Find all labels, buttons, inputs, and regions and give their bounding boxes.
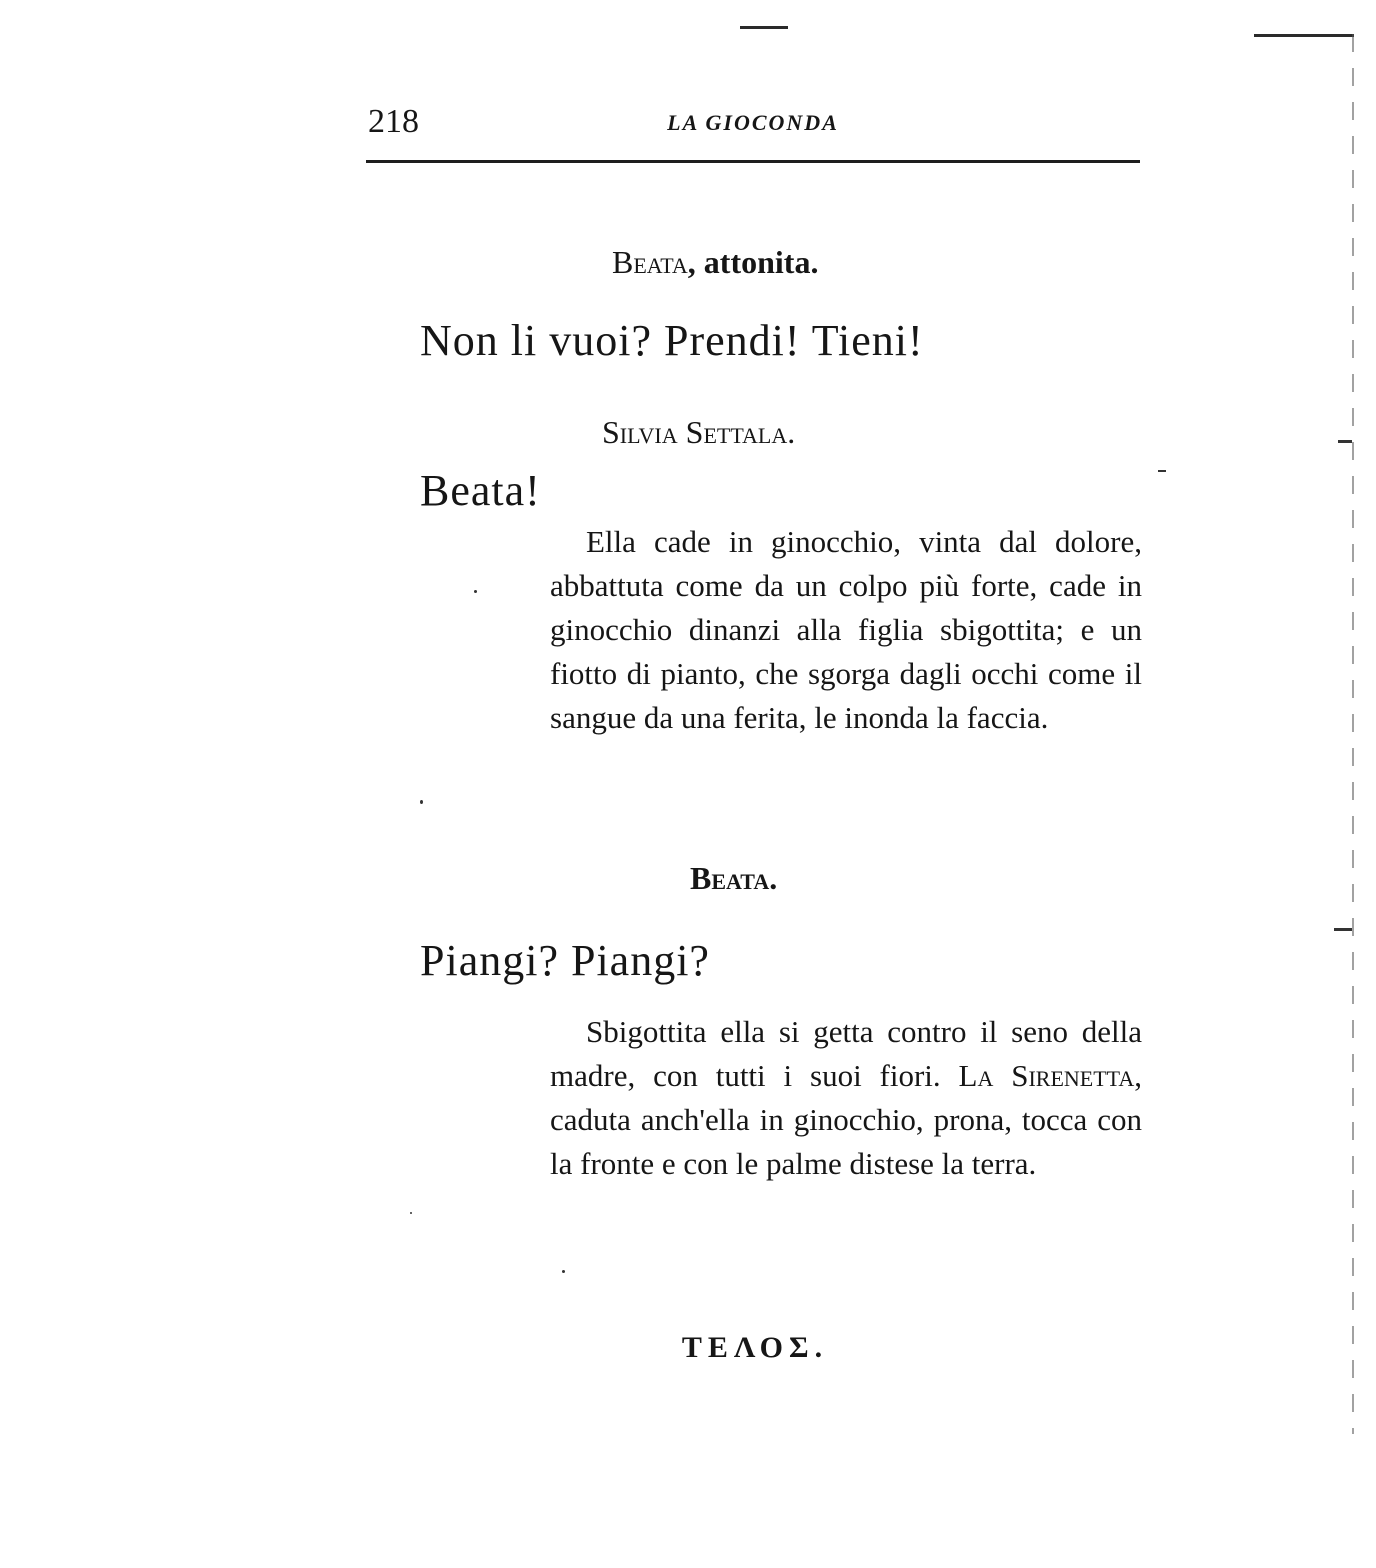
- scan-speck: [420, 800, 423, 804]
- running-title: LA GIOCONDA: [667, 110, 839, 135]
- stage-direction-part: , caduta anch'ella in ginocchio, prona, tocca con la fronte e con le palme distese la terra.: [550, 1058, 1142, 1181]
- spoken-line: Beata!: [420, 466, 541, 515]
- finis-mark: ΤΕΛΟΣ.: [681, 1331, 829, 1364]
- scan-speck: [410, 1212, 412, 1214]
- character-name: La Sirenetta: [958, 1058, 1135, 1093]
- scan-speck: [562, 1270, 565, 1273]
- speaker-direction: , attonita.: [687, 244, 819, 280]
- stage-direction-text: [550, 1010, 1142, 1186]
- speaker-heading-beata: Beata.: [690, 860, 778, 896]
- stage-direction-part: Sbigottita ella si getta contro il seno della madre, con tutti i suoi fiori.: [550, 1014, 1142, 1093]
- stage-direction: [550, 520, 1142, 740]
- speaker-heading-beata-attonita: [612, 242, 818, 282]
- scan-edge-right: [1352, 34, 1354, 1434]
- stage-direction-text: Ella cade in ginocchio, vinta dal dolore, abbattuta come da un colpo più forte, cade in ginocchio dinanzi alla figlia sbigottita; e un fiotto di pianto, che sgorga dagli occhi come il sangue da una ferita, le inonda la faccia.: [550, 524, 1142, 735]
- stage-direction: [550, 1010, 1142, 1186]
- spoken-line: Piangi? Piangi?: [420, 936, 710, 985]
- scan-speck: [1158, 470, 1166, 472]
- speaker-heading-silvia-settala: Silvia Settala.: [602, 414, 796, 450]
- running-header: [366, 100, 1140, 144]
- page-number: 218: [368, 103, 419, 140]
- scan-mark-top: [740, 26, 788, 29]
- scan-speck: [1334, 928, 1352, 931]
- scan-speck: [1338, 440, 1352, 443]
- scan-edge-top: [1254, 34, 1354, 37]
- speaker-name: Beata: [612, 244, 688, 280]
- scan-speck: [474, 590, 477, 593]
- spoken-line: Non li vuoi? Prendi! Tieni!: [420, 316, 924, 365]
- header-rule: [366, 160, 1140, 163]
